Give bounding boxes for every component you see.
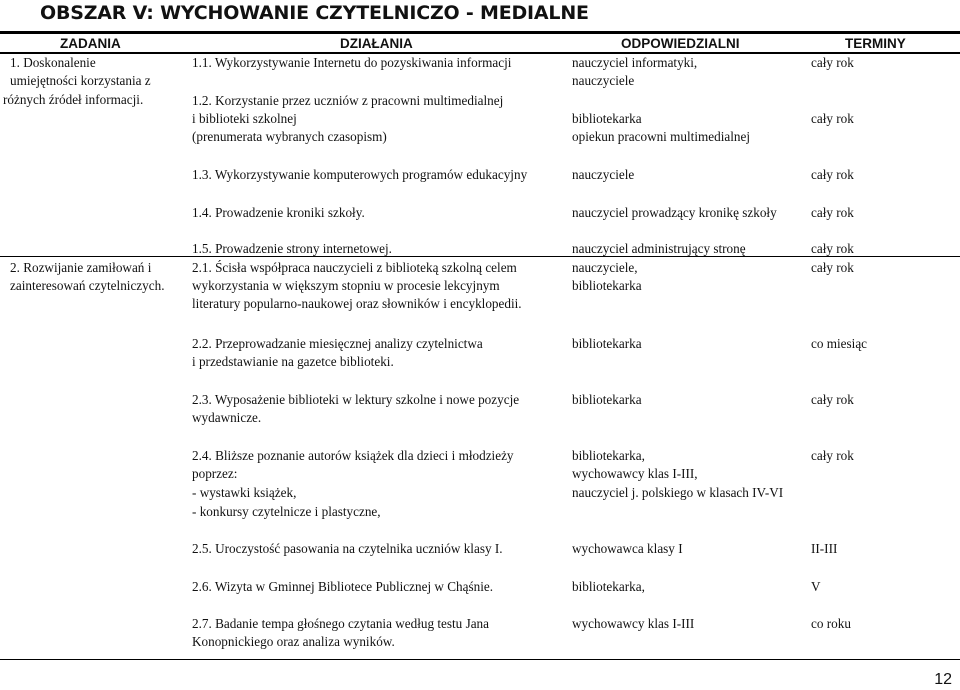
term-cell: cały rok — [811, 111, 854, 126]
table-header — [0, 35, 960, 53]
responsible-line: opiekun pracowni multimedialnej — [572, 129, 750, 144]
action-line: literatury popularno-naukowej oraz słowników i encyklopedii. — [192, 296, 522, 311]
responsible-line: nauczyciele — [572, 167, 635, 182]
action-line: (prenumerata wybranych czasopism) — [192, 129, 387, 144]
page-title: OBSZAR V: WYCHOWANIE CZYTELNICZO - MEDIALNE — [40, 2, 589, 24]
action-line: 1.4. Prowadzenie kroniki szkoły. — [192, 205, 365, 220]
section-divider — [0, 256, 960, 257]
action-line: i biblioteki szkolnej — [192, 111, 297, 126]
title-rule — [0, 31, 960, 34]
responsible-line: wychowawcy klas I-III, — [572, 466, 698, 481]
action-line: 2.7. Badanie tempa głośnego czytania według testu Jana — [192, 616, 489, 631]
action-line: 2.5. Uroczystość pasowania na czytelnika uczniów klasy I. — [192, 541, 503, 556]
task-line: umiejętności korzystania z — [10, 73, 151, 88]
term-cell: co roku — [811, 616, 851, 631]
responsible-line: nauczyciel j. polskiego w klasach IV-VI — [572, 485, 784, 500]
page-number: 12 — [934, 671, 952, 688]
action-line: wykorzystania w większym stopniu w procesie lekcyjnym — [192, 278, 500, 293]
responsible-line: wychowawca klasy I — [572, 541, 683, 556]
action-line: poprzez: — [192, 466, 238, 481]
task-line: 1. Doskonalenie — [10, 55, 96, 70]
task-line: zainteresowań czytelniczych. — [10, 278, 165, 293]
header-actions: DZIAŁANIA — [340, 36, 413, 51]
term-cell: cały rok — [811, 448, 854, 463]
header-responsible: ODPOWIEDZIALNI — [621, 36, 740, 51]
action-line: 2.2. Przeprowadzanie miesięcznej analizy czytelnictwa — [192, 336, 483, 351]
action-line: 2.1. Ścisła współpraca nauczycieli z biblioteką szkolną celem — [192, 260, 517, 275]
term-cell: co miesiąc — [811, 336, 868, 351]
term-cell: cały rok — [811, 260, 854, 275]
header-terms: TERMINY — [845, 36, 906, 51]
responsible-line: nauczyciel informatyki, — [572, 55, 698, 70]
task-line: 2. Rozwijanie zamiłowań i — [10, 260, 152, 275]
responsible-line: bibliotekarka — [572, 111, 642, 126]
responsible-line: nauczyciele, — [572, 260, 638, 275]
action-line: 2.6. Wizyta w Gminnej Bibliotece Publicznej w Chąśnie. — [192, 579, 494, 594]
action-line: - konkursy czytelnicze i plastyczne, — [192, 504, 381, 519]
action-line: 2.3. Wyposażenie biblioteki w lektury szkolne i nowe pozycje — [192, 392, 520, 407]
responsible-line: bibliotekarka — [572, 392, 642, 407]
action-line: 2.4. Bliższe poznanie autorów książek dla dzieci i młodzieży — [192, 448, 514, 463]
term-cell: cały rok — [811, 205, 854, 220]
term-cell: cały rok — [811, 55, 854, 70]
term-cell: V — [811, 579, 821, 594]
term-cell: cały rok — [811, 241, 854, 256]
table-bottom-rule — [0, 659, 960, 660]
action-line: Konopnickiego oraz analiza wyników. — [192, 634, 395, 649]
task-line: różnych źródeł informacji. — [3, 92, 144, 107]
header-tasks: ZADANIA — [60, 36, 121, 51]
action-line: 1.3. Wykorzystywanie komputerowych programów edukacyjny — [192, 167, 528, 182]
action-line: wydawnicze. — [192, 410, 262, 425]
responsible-line: bibliotekarka, — [572, 579, 645, 594]
term-cell: II-III — [811, 541, 838, 556]
responsible-line: nauczyciel prowadzący kronikę szkoły — [572, 205, 777, 220]
responsible-line: bibliotekarka — [572, 336, 642, 351]
term-cell: cały rok — [811, 392, 854, 407]
action-line: 1.1. Wykorzystywanie Internetu do pozyskiwania informacji — [192, 55, 512, 70]
responsible-line: bibliotekarka — [572, 278, 642, 293]
responsible-line: nauczyciele — [572, 73, 635, 88]
responsible-line: wychowawcy klas I-III — [572, 616, 695, 631]
term-cell: cały rok — [811, 167, 854, 182]
responsible-line: nauczyciel administrujący stronę — [572, 241, 746, 256]
action-line: - wystawki książek, — [192, 485, 297, 500]
responsible-line: bibliotekarka, — [572, 448, 645, 463]
action-line: 1.5. Prowadzenie strony internetowej. — [192, 241, 392, 256]
action-line: 1.2. Korzystanie przez uczniów z pracowni multimedialnej — [192, 93, 504, 108]
action-line: i przedstawianie na gazetce biblioteki. — [192, 354, 394, 369]
